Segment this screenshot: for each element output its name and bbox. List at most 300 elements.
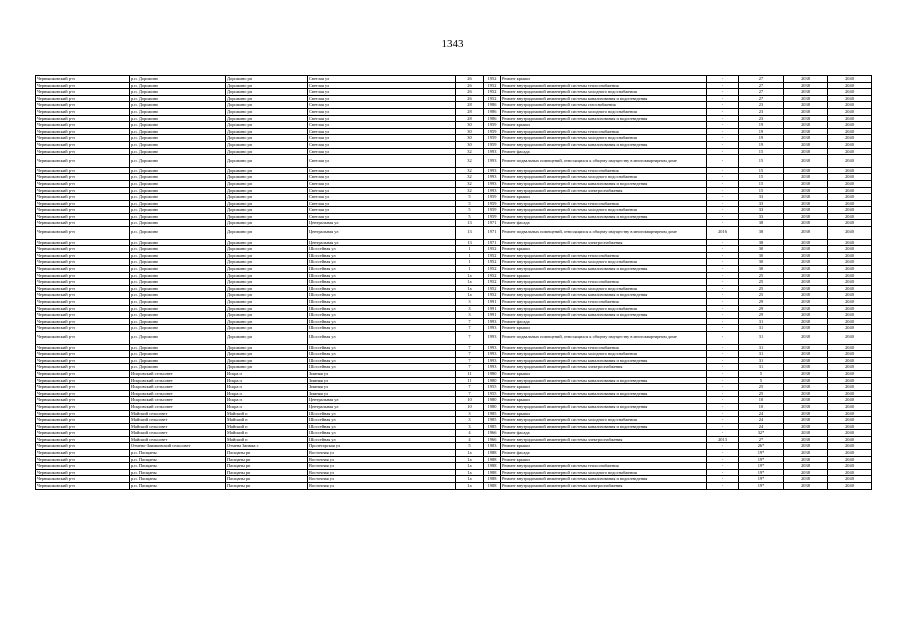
district-cell: Чернышковский р-н xyxy=(36,135,130,142)
locality-cell: Дорожино рп xyxy=(226,174,308,181)
wear-cell: 24 xyxy=(739,423,784,430)
table-row xyxy=(36,357,872,364)
work-type-cell: Ремонт внутридомовой инженерной системы холодного водоснабжения xyxy=(501,351,707,358)
build-year-cell: 1993 xyxy=(484,180,501,187)
build-year-cell: 1952 xyxy=(484,82,501,89)
settlement-cell: Искровский сельсовет xyxy=(130,403,226,410)
plan-end-cell: 2040 xyxy=(828,200,872,207)
plan-end-cell: 2040 xyxy=(828,377,872,384)
locality-cell: Дорожино рп xyxy=(226,122,308,129)
wear-cell: 19* xyxy=(739,456,784,463)
plan-start-cell: 2038 xyxy=(784,220,828,227)
locality-cell: Дорожино рп xyxy=(226,325,308,332)
district-cell: Чернышковский р-н xyxy=(36,299,130,306)
settlement-cell: р.п. Дорожино xyxy=(130,246,226,253)
settlement-cell: р.п. Дорожино xyxy=(130,207,226,214)
settlement-cell: р.п. Дорожино xyxy=(130,108,226,115)
plan-end-cell: 2040 xyxy=(828,456,872,463)
street-cell: Шоссейная ул xyxy=(308,357,456,364)
house-number-cell: 7 xyxy=(456,364,484,371)
table-row xyxy=(36,450,872,457)
locality-cell: Пасщаны рп xyxy=(226,483,308,490)
house-number-cell: 1а xyxy=(456,469,484,476)
last-repair-cell: - xyxy=(707,370,739,377)
plan-end-cell: 2040 xyxy=(828,155,872,168)
build-year-cell: 1952 xyxy=(484,89,501,96)
house-number-cell: 7 xyxy=(456,384,484,391)
settlement-cell: р.п. Дорожино xyxy=(130,272,226,279)
locality-cell: Искра п xyxy=(226,403,308,410)
wear-cell: 31 xyxy=(739,364,784,371)
last-repair-cell: - xyxy=(707,312,739,319)
work-type-cell: Ремонт внутридомовой инженерной системы теплоснабжения xyxy=(501,82,707,89)
settlement-cell: р.п. Дорожино xyxy=(130,135,226,142)
build-year-cell: 1993 xyxy=(484,351,501,358)
wear-cell: 10 xyxy=(739,403,784,410)
table-row xyxy=(36,141,872,148)
last-repair-cell: - xyxy=(707,128,739,135)
work-type-cell: Ремонт внутридомовой инженерной системы канализования и водоотведения xyxy=(501,423,707,430)
settlement-cell: р.п. Дорожино xyxy=(130,180,226,187)
locality-cell: Дорожино рп xyxy=(226,148,308,155)
street-cell: Шоссейная ул xyxy=(308,364,456,371)
street-cell: Восточная ул xyxy=(308,450,456,457)
district-cell: Чернышковский р-н xyxy=(36,403,130,410)
settlement-cell: Майский сельсовет xyxy=(130,423,226,430)
last-repair-cell: - xyxy=(707,246,739,253)
build-year-cell: 1971 xyxy=(484,227,501,240)
wear-cell: 23 xyxy=(739,102,784,109)
settlement-cell: р.п. Дорожино xyxy=(130,200,226,207)
plan-start-cell: 2038 xyxy=(784,207,828,214)
house-number-cell: 1а xyxy=(456,272,484,279)
build-year-cell: 1959 xyxy=(484,141,501,148)
street-cell: Светлая ул xyxy=(308,115,456,122)
build-year-cell: 1980 xyxy=(484,403,501,410)
locality-cell: Дорожино рп xyxy=(226,95,308,102)
plan-end-cell: 2040 xyxy=(828,207,872,214)
plan-end-cell: 2040 xyxy=(828,483,872,490)
street-cell: Шоссейная ул xyxy=(308,318,456,325)
settlement-cell: р.п. Дорожино xyxy=(130,89,226,96)
wear-cell: 30 xyxy=(739,266,784,273)
settlement-cell: р.п. Дорожино xyxy=(130,227,226,240)
settlement-cell: р.п. Дорожино xyxy=(130,239,226,246)
district-cell: Чернышковский р-н xyxy=(36,82,130,89)
settlement-cell: Искровский сельсовет xyxy=(130,390,226,397)
house-number-cell: 4 xyxy=(456,430,484,437)
house-number-cell: 7 xyxy=(456,318,484,325)
work-type-cell: Ремонт внутридомовой инженерной системы теплоснабжения xyxy=(501,279,707,286)
district-cell: Чернышковский р-н xyxy=(36,220,130,227)
street-cell: Шоссейная ул xyxy=(308,252,456,259)
plan-start-cell: 2038 xyxy=(784,292,828,299)
plan-start-cell: 2038 xyxy=(784,180,828,187)
plan-start-cell: 2038 xyxy=(784,82,828,89)
plan-start-cell: 2038 xyxy=(784,351,828,358)
build-year-cell: 1991 xyxy=(484,299,501,306)
wear-cell: 31 xyxy=(739,318,784,325)
build-year-cell: 1971 xyxy=(484,220,501,227)
district-cell: Чернышковский р-н xyxy=(36,187,130,194)
plan-end-cell: 2040 xyxy=(828,259,872,266)
work-type-cell: Ремонт фасада xyxy=(501,450,707,457)
work-type-cell: Ремонт внутридомовой инженерной системы канализования и водоотведения xyxy=(501,357,707,364)
locality-cell: Пасщаны рп xyxy=(226,450,308,457)
last-repair-cell: 2016 xyxy=(707,227,739,240)
work-type-cell: Ремонт подвальных помещений, относящихся к общему имуществу в многоквартирном доме xyxy=(501,155,707,168)
last-repair-cell: - xyxy=(707,76,739,83)
settlement-cell: р.п. Пасщаны xyxy=(130,476,226,483)
wear-cell: 25 xyxy=(739,285,784,292)
build-year-cell: 1959 xyxy=(484,128,501,135)
work-type-cell: Ремонт внутридомовой инженерной системы теплоснабжения xyxy=(501,463,707,470)
work-type-cell: Ремонт внутридомовой инженерной системы канализования и водоотведения xyxy=(501,141,707,148)
wear-cell: 33 xyxy=(739,213,784,220)
settlement-cell: р.п. Дорожино xyxy=(130,331,226,344)
wear-cell: 15 xyxy=(739,167,784,174)
last-repair-cell: - xyxy=(707,141,739,148)
house-number-cell: 1а xyxy=(456,450,484,457)
last-repair-cell: - xyxy=(707,469,739,476)
district-cell: Чернышковский р-н xyxy=(36,357,130,364)
house-number-cell: 3 xyxy=(456,417,484,424)
street-cell: Шоссейная ул xyxy=(308,305,456,312)
build-year-cell: 1952 xyxy=(484,246,501,253)
table-row xyxy=(36,207,872,214)
settlement-cell: р.п. Дорожино xyxy=(130,95,226,102)
plan-start-cell: 2038 xyxy=(784,463,828,470)
last-repair-cell: - xyxy=(707,456,739,463)
last-repair-cell: - xyxy=(707,364,739,371)
street-cell: Центральная ул xyxy=(308,397,456,404)
house-number-cell: 32 xyxy=(456,155,484,168)
last-repair-cell: - xyxy=(707,213,739,220)
plan-end-cell: 2040 xyxy=(828,246,872,253)
plan-start-cell: 2038 xyxy=(784,436,828,443)
house-number-cell: 1 xyxy=(456,266,484,273)
plan-end-cell: 2040 xyxy=(828,76,872,83)
settlement-cell: р.п. Дорожино xyxy=(130,141,226,148)
district-cell: Чернышковский р-н xyxy=(36,246,130,253)
work-type-cell: Ремонт внутридомовой инженерной системы канализования и водоотведения xyxy=(501,377,707,384)
locality-cell: Искра п xyxy=(226,397,308,404)
street-cell: Шоссейная ул xyxy=(308,312,456,319)
plan-end-cell: 2040 xyxy=(828,187,872,194)
district-cell: Чернышковский р-н xyxy=(36,331,130,344)
plan-end-cell: 2040 xyxy=(828,135,872,142)
plan-end-cell: 2040 xyxy=(828,292,872,299)
wear-cell: 29 xyxy=(739,299,784,306)
build-year-cell: 1988 xyxy=(484,463,501,470)
plan-end-cell: 2040 xyxy=(828,476,872,483)
last-repair-cell: - xyxy=(707,476,739,483)
street-cell: Шоссейная ул xyxy=(308,292,456,299)
table-row xyxy=(36,312,872,319)
street-cell: Светлая ул xyxy=(308,135,456,142)
district-cell: Чернышковский р-н xyxy=(36,417,130,424)
house-number-cell: 32 xyxy=(456,174,484,181)
last-repair-cell: - xyxy=(707,102,739,109)
wear-cell: 25 xyxy=(739,279,784,286)
build-year-cell: 1985 xyxy=(484,410,501,417)
house-number-cell: 5 xyxy=(456,213,484,220)
build-year-cell: 1988 xyxy=(484,469,501,476)
wear-cell: 19* xyxy=(739,469,784,476)
street-cell: Светлая ул xyxy=(308,108,456,115)
locality-cell: Дорожино рп xyxy=(226,115,308,122)
plan-start-cell: 2038 xyxy=(784,377,828,384)
district-cell: Чернышковский р-н xyxy=(36,266,130,273)
plan-end-cell: 2040 xyxy=(828,384,872,391)
street-cell: Восточная ул xyxy=(308,476,456,483)
last-repair-cell: - xyxy=(707,194,739,201)
street-cell: Шоссейная ул xyxy=(308,266,456,273)
street-cell: Шоссейная ул xyxy=(308,331,456,344)
house-number-cell: 30 xyxy=(456,135,484,142)
house-number-cell: 32 xyxy=(456,180,484,187)
house-number-cell: 3 xyxy=(456,305,484,312)
district-cell: Чернышковский р-н xyxy=(36,364,130,371)
build-year-cell: 1952 xyxy=(484,259,501,266)
plan-end-cell: 2040 xyxy=(828,469,872,476)
street-cell: Светлая ул xyxy=(308,207,456,214)
table-row xyxy=(36,128,872,135)
locality-cell: Дорожино рп xyxy=(226,108,308,115)
table-row xyxy=(36,213,872,220)
locality-cell: Дорожино рп xyxy=(226,299,308,306)
work-type-cell: Ремонт фасада xyxy=(501,148,707,155)
district-cell: Чернышковский р-н xyxy=(36,377,130,384)
plan-start-cell: 2038 xyxy=(784,469,828,476)
locality-cell: Дорожино рп xyxy=(226,167,308,174)
plan-start-cell: 2038 xyxy=(784,397,828,404)
street-cell: Светлая ул xyxy=(308,95,456,102)
street-cell: Светлая ул xyxy=(308,213,456,220)
build-year-cell: 1993 xyxy=(484,344,501,351)
house-number-cell: 1 xyxy=(456,259,484,266)
last-repair-cell: - xyxy=(707,200,739,207)
settlement-cell: Искровский сельсовет xyxy=(130,370,226,377)
last-repair-cell: - xyxy=(707,252,739,259)
plan-end-cell: 2040 xyxy=(828,351,872,358)
settlement-cell: р.п. Пасщаны xyxy=(130,483,226,490)
house-number-cell: 26 xyxy=(456,76,484,83)
table-row xyxy=(36,259,872,266)
plan-end-cell: 2040 xyxy=(828,102,872,109)
street-cell: Центральная ул xyxy=(308,220,456,227)
plan-end-cell: 2040 xyxy=(828,239,872,246)
build-year-cell: 1952 xyxy=(484,279,501,286)
plan-start-cell: 2038 xyxy=(784,227,828,240)
wear-cell: 5 xyxy=(739,370,784,377)
plan-start-cell: 2038 xyxy=(784,128,828,135)
table-row xyxy=(36,135,872,142)
build-year-cell: 1959 xyxy=(484,122,501,129)
last-repair-cell: - xyxy=(707,483,739,490)
wear-cell: 23 xyxy=(739,115,784,122)
last-repair-cell: - xyxy=(707,390,739,397)
last-repair-cell: - xyxy=(707,148,739,155)
plan-end-cell: 2040 xyxy=(828,194,872,201)
street-cell: Светлая ул xyxy=(308,155,456,168)
street-cell: Шоссейная ул xyxy=(308,285,456,292)
house-number-cell: 26 xyxy=(456,82,484,89)
table-row xyxy=(36,463,872,470)
build-year-cell: 1966 xyxy=(484,436,501,443)
last-repair-cell: - xyxy=(707,417,739,424)
settlement-cell: Майский сельсовет xyxy=(130,417,226,424)
district-cell: Чернышковский р-н xyxy=(36,463,130,470)
house-number-cell: 1а xyxy=(456,292,484,299)
plan-start-cell: 2038 xyxy=(784,252,828,259)
plan-start-cell: 2038 xyxy=(784,305,828,312)
wear-cell: 19* xyxy=(739,463,784,470)
plan-start-cell: 2038 xyxy=(784,200,828,207)
house-number-cell: 7 xyxy=(456,351,484,358)
plan-start-cell: 2038 xyxy=(784,443,828,450)
district-cell: Чернышковский р-н xyxy=(36,344,130,351)
district-cell: Чернышковский р-н xyxy=(36,141,130,148)
table-row xyxy=(36,390,872,397)
house-number-cell: 5 xyxy=(456,207,484,214)
build-year-cell: 1966 xyxy=(484,430,501,437)
plan-end-cell: 2040 xyxy=(828,285,872,292)
district-cell: Чернышковский р-н xyxy=(36,285,130,292)
build-year-cell: 1959 xyxy=(484,135,501,142)
settlement-cell: р.п. Дорожино xyxy=(130,76,226,83)
work-type-cell: Ремонт фасада xyxy=(501,430,707,437)
settlement-cell: р.п. Дорожино xyxy=(130,82,226,89)
district-cell: Чернышковский р-н xyxy=(36,390,130,397)
plan-start-cell: 2038 xyxy=(784,476,828,483)
district-cell: Чернышковский р-н xyxy=(36,279,130,286)
wear-cell: 31 xyxy=(739,351,784,358)
settlement-cell: р.п. Дорожино xyxy=(130,155,226,168)
last-repair-cell: - xyxy=(707,318,739,325)
street-cell: Светлая ул xyxy=(308,89,456,96)
plan-end-cell: 2040 xyxy=(828,463,872,470)
table-row xyxy=(36,272,872,279)
plan-end-cell: 2040 xyxy=(828,115,872,122)
plan-start-cell: 2038 xyxy=(784,344,828,351)
plan-start-cell: 2038 xyxy=(784,423,828,430)
plan-start-cell: 2038 xyxy=(784,259,828,266)
plan-end-cell: 2040 xyxy=(828,252,872,259)
work-type-cell: Ремонт внутридомовой инженерной системы холодного водоснабжения xyxy=(501,417,707,424)
locality-cell: Дорожино рп xyxy=(226,351,308,358)
last-repair-cell: - xyxy=(707,331,739,344)
plan-start-cell: 2038 xyxy=(784,148,828,155)
locality-cell: Майский п xyxy=(226,410,308,417)
table-row xyxy=(36,483,872,490)
locality-cell: Дорожино рп xyxy=(226,279,308,286)
table-row xyxy=(36,108,872,115)
street-cell: Светлая ул xyxy=(308,148,456,155)
table-row xyxy=(36,102,872,109)
plan-end-cell: 2040 xyxy=(828,410,872,417)
last-repair-cell: - xyxy=(707,305,739,312)
plan-end-cell: 2040 xyxy=(828,390,872,397)
street-cell: Светлая ул xyxy=(308,200,456,207)
last-repair-cell: - xyxy=(707,397,739,404)
street-cell: Восточная ул xyxy=(308,483,456,490)
plan-start-cell: 2038 xyxy=(784,410,828,417)
plan-start-cell: 2038 xyxy=(784,390,828,397)
work-type-cell: Ремонт внутридомовой инженерной системы газоснабжения xyxy=(501,102,707,109)
settlement-cell: р.п. Дорожино xyxy=(130,259,226,266)
wear-cell: 32* xyxy=(739,430,784,437)
locality-cell: Дорожино рп xyxy=(226,187,308,194)
build-year-cell: 1988 xyxy=(484,476,501,483)
wear-cell: 15 xyxy=(739,174,784,181)
house-number-cell: 13 xyxy=(456,220,484,227)
last-repair-cell: - xyxy=(707,155,739,168)
plan-start-cell: 2038 xyxy=(784,483,828,490)
house-number-cell: 11 xyxy=(456,370,484,377)
work-type-cell: Ремонт подвальных помещений, относящихся к общему имуществу в многоквартирном доме xyxy=(501,227,707,240)
street-cell: Зимняя ул xyxy=(308,384,456,391)
house-number-cell: 7 xyxy=(456,331,484,344)
plan-end-cell: 2040 xyxy=(828,108,872,115)
house-number-cell: 1а xyxy=(456,279,484,286)
wear-cell: 2* xyxy=(739,436,784,443)
table-row xyxy=(36,370,872,377)
wear-cell: 29 xyxy=(739,305,784,312)
wear-cell: 24 xyxy=(739,410,784,417)
work-type-cell: Ремонт фасада xyxy=(501,318,707,325)
locality-cell: Дорожино рп xyxy=(226,246,308,253)
wear-cell: 33 xyxy=(739,207,784,214)
plan-end-cell: 2040 xyxy=(828,364,872,371)
street-cell: Центральная ул xyxy=(308,239,456,246)
plan-start-cell: 2038 xyxy=(784,141,828,148)
work-type-cell: Ремонт крыши xyxy=(501,76,707,83)
settlement-cell: р.п. Дорожино xyxy=(130,128,226,135)
district-cell: Чернышковский р-н xyxy=(36,115,130,122)
street-cell: Шоссейная ул xyxy=(308,259,456,266)
settlement-cell: р.п. Дорожино xyxy=(130,344,226,351)
plan-start-cell: 2038 xyxy=(784,239,828,246)
last-repair-cell: - xyxy=(707,82,739,89)
wear-cell: 30 xyxy=(739,246,784,253)
table-row xyxy=(36,200,872,207)
build-year-cell: 1988 xyxy=(484,450,501,457)
street-cell: Восточная ул xyxy=(308,463,456,470)
plan-end-cell: 2040 xyxy=(828,417,872,424)
plan-end-cell: 2040 xyxy=(828,370,872,377)
work-type-cell: Ремонт внутридомовой инженерной системы канализования и водоотведения xyxy=(501,312,707,319)
locality-cell: Дорожино рп xyxy=(226,227,308,240)
street-cell: Светлая ул xyxy=(308,180,456,187)
build-year-cell: 1993 xyxy=(484,364,501,371)
build-year-cell: 1991 xyxy=(484,305,501,312)
build-year-cell: 1980 xyxy=(484,377,501,384)
district-cell: Чернышковский р-н xyxy=(36,476,130,483)
wear-cell: 31 xyxy=(739,331,784,344)
wear-cell: 19 xyxy=(739,122,784,129)
last-repair-cell: - xyxy=(707,292,739,299)
wear-cell: 30 xyxy=(739,259,784,266)
district-cell: Чернышковский р-н xyxy=(36,450,130,457)
locality-cell: Майский п xyxy=(226,430,308,437)
build-year-cell: 1952 xyxy=(484,272,501,279)
locality-cell: Дорожино рп xyxy=(226,213,308,220)
work-type-cell: Ремонт внутридомовой инженерной системы холодного водоснабжения xyxy=(501,89,707,96)
work-type-cell: Ремонт внутридомовой инженерной системы канализования и водоотведения xyxy=(501,180,707,187)
settlement-cell: Майский сельсовет xyxy=(130,410,226,417)
house-number-cell: 1а xyxy=(456,285,484,292)
